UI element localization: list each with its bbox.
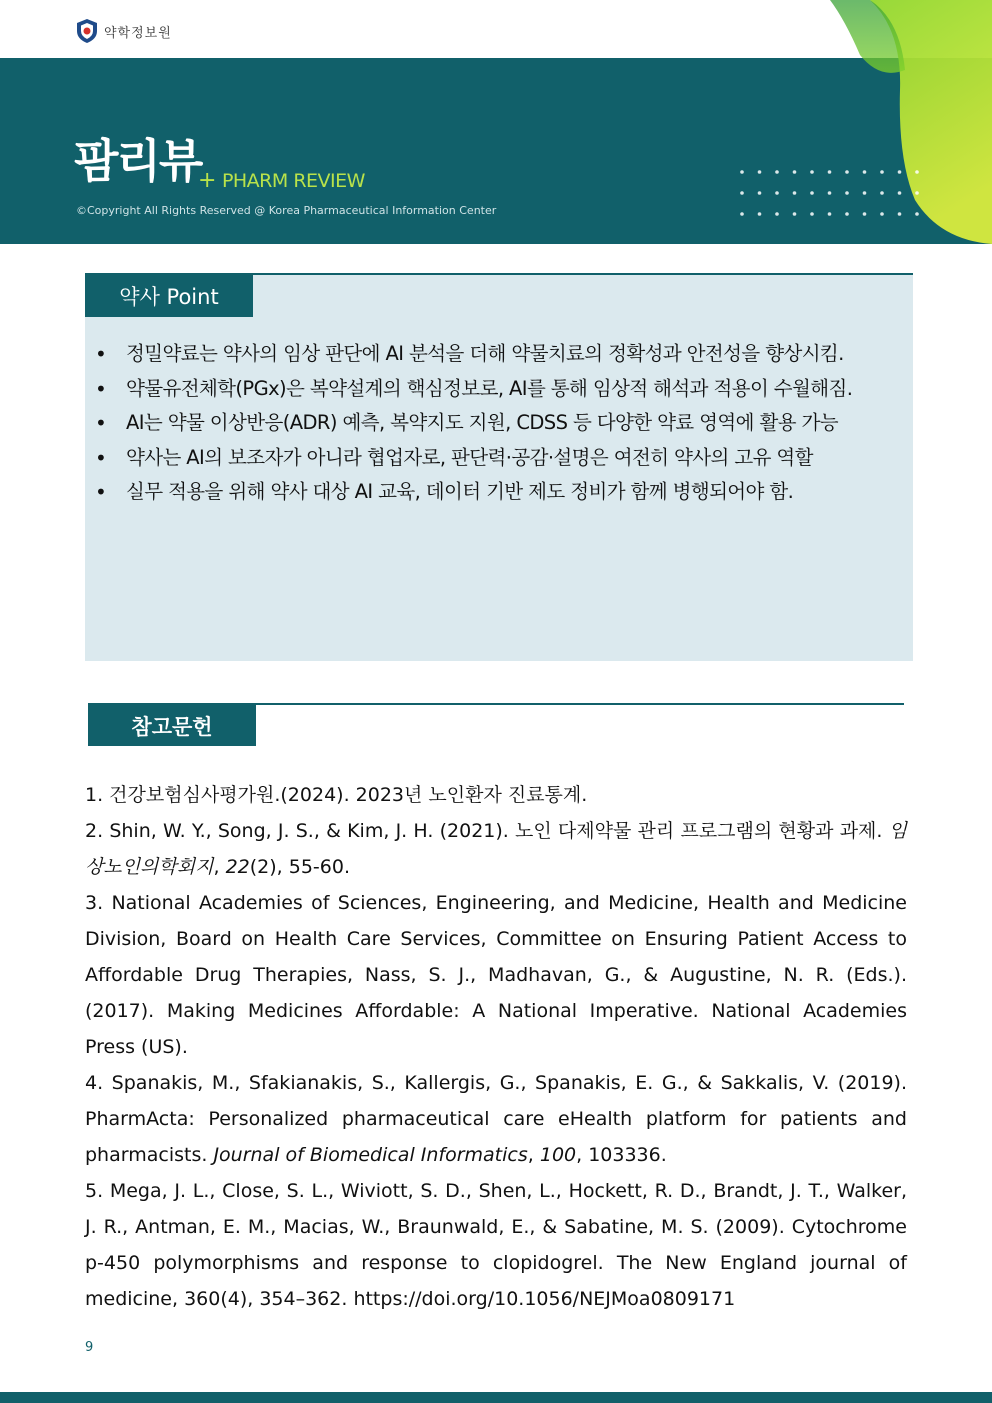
point-list	[93, 337, 905, 510]
volume-number: 22	[225, 856, 250, 878]
decorative-dot	[845, 212, 849, 216]
decorative-dot	[775, 212, 779, 216]
copyright-notice: ©Copyright All Rights Reserved @ Korea Pharmaceutical Information Center	[76, 204, 497, 217]
subtitle-text: PHARM REVIEW	[221, 170, 365, 192]
reference-item: 3. National Academies of Sciences, Engineering, and Medicine, Health and Medicine Division, Board on Health Care Services, Committee on Ensuring Patient Access to Affordable Drug Therapies, Nass, S. J., Madhavan, G., & Augustine, N. R. (Eds.). (2017). Making Medicines Affordable: A National Imperative. National Academies Press (US).	[85, 892, 907, 1058]
page-subtitle	[198, 168, 365, 193]
reference-text: (2), 55-60.	[249, 856, 351, 878]
plus-mark: +	[198, 168, 216, 193]
decorative-dot	[775, 170, 779, 174]
decorative-dot	[845, 170, 849, 174]
reference-item: 1. 건강보험심사평가원.(2024). 2023년 노인환자 진료통계.	[85, 784, 588, 806]
point-item: • 정밀약료는 약사의 임상 판단에 AI 분석을 더해 약물치료의 정확성과 안전성을 향상시킴.	[93, 337, 905, 372]
decorative-dot	[915, 170, 919, 174]
decorative-dot	[915, 212, 919, 216]
decorative-dot	[810, 212, 814, 216]
reference-text: 2. Shin, W. Y., Song, J. S., & Kim, J. H. (2021). 노인 다제약물 관리 프로그램의 현황과 과제.	[85, 820, 889, 842]
journal-title: Journal of Biomedical Informatics	[213, 1144, 528, 1166]
footer-bar	[0, 1392, 992, 1403]
decorative-dot	[810, 191, 814, 195]
reference-text: 4. Spanakis, M., Sfakianakis, S., Kallergis, G., Spanakis, E. G., & Sakkalis, V. (2019). PharmActa: Personalized pharmaceutical care eHealth platform for patients and pharmacists.	[85, 1072, 907, 1166]
decorative-dot	[845, 191, 849, 195]
decorative-dot	[775, 191, 779, 195]
page-number: 9	[85, 1340, 94, 1355]
reference-text: , 103336.	[576, 1144, 667, 1166]
decorative-dot	[758, 212, 762, 216]
decorative-dot	[880, 191, 884, 195]
decorative-dot	[880, 170, 884, 174]
reference-item	[85, 1065, 907, 1173]
decorative-dot	[898, 212, 902, 216]
org-logo[interactable]	[76, 18, 172, 44]
decorative-dot	[740, 191, 744, 195]
decorative-dot	[793, 191, 797, 195]
reference-item	[85, 813, 907, 885]
volume-number: 100	[539, 1144, 577, 1166]
decorative-dot	[828, 191, 832, 195]
point-item: • 실무 적용을 위해 약사 대상 AI 교육, 데이터 기반 제도 정비가 함께 병행되어야 함.	[93, 475, 905, 510]
point-item: • AI는 약물 이상반응(ADR) 예측, 복약지도 지원, CDSS 등 다양한 약료 영역에 활용 가능	[93, 406, 905, 441]
references-title: 참고문헌	[88, 705, 256, 746]
decorative-dot	[828, 212, 832, 216]
decorative-dot	[915, 191, 919, 195]
org-name: 약학정보원	[104, 25, 172, 41]
decorative-dot	[810, 170, 814, 174]
page-title: 팜리뷰	[74, 134, 202, 188]
decorative-dot	[898, 170, 902, 174]
decorative-dot	[758, 191, 762, 195]
reference-text: ,	[527, 1144, 540, 1166]
decorative-dot	[793, 170, 797, 174]
decorative-dot	[793, 212, 797, 216]
decorative-dot	[863, 191, 867, 195]
decorative-dot	[758, 170, 762, 174]
decorative-dot	[898, 191, 902, 195]
dot-pattern-decoration	[738, 168, 928, 220]
journal-title: 임상노인의학회지	[85, 820, 907, 878]
reference-text: ,	[213, 856, 226, 878]
decorative-dot	[880, 212, 884, 216]
decorative-dot	[863, 170, 867, 174]
shield-emblem-icon	[76, 18, 98, 44]
decorative-dot	[863, 212, 867, 216]
point-item: • 약물유전체학(PGx)은 복약설계의 핵심정보로, AI를 통해 임상적 해석과 적용이 수월해짐.	[93, 372, 905, 407]
decorative-dot	[740, 170, 744, 174]
pharmacist-point-box	[85, 273, 913, 661]
decorative-dot	[740, 212, 744, 216]
references-list	[85, 777, 907, 1317]
decorative-dot	[828, 170, 832, 174]
point-box-title: 약사 Point	[85, 275, 253, 317]
reference-item: 5. Mega, J. L., Close, S. L., Wiviott, S. D., Shen, L., Hockett, R. D., Brandt, J. T., Walker, J. R., Antman, E. M., Macias, W., Braunwald, E., & Sabatine, M. S. (2009). Cytochrome p-450 polymorphisms and response to clopidogrel. The New England journal of medicine, 360(4), 354–362. https://doi.org/10.1056/NEJMoa0809171	[85, 1180, 907, 1310]
point-item: • 약사는 AI의 보조자가 아니라 협업자로, 판단력·공감·설명은 여전히 약사의 고유 역할	[93, 441, 905, 476]
